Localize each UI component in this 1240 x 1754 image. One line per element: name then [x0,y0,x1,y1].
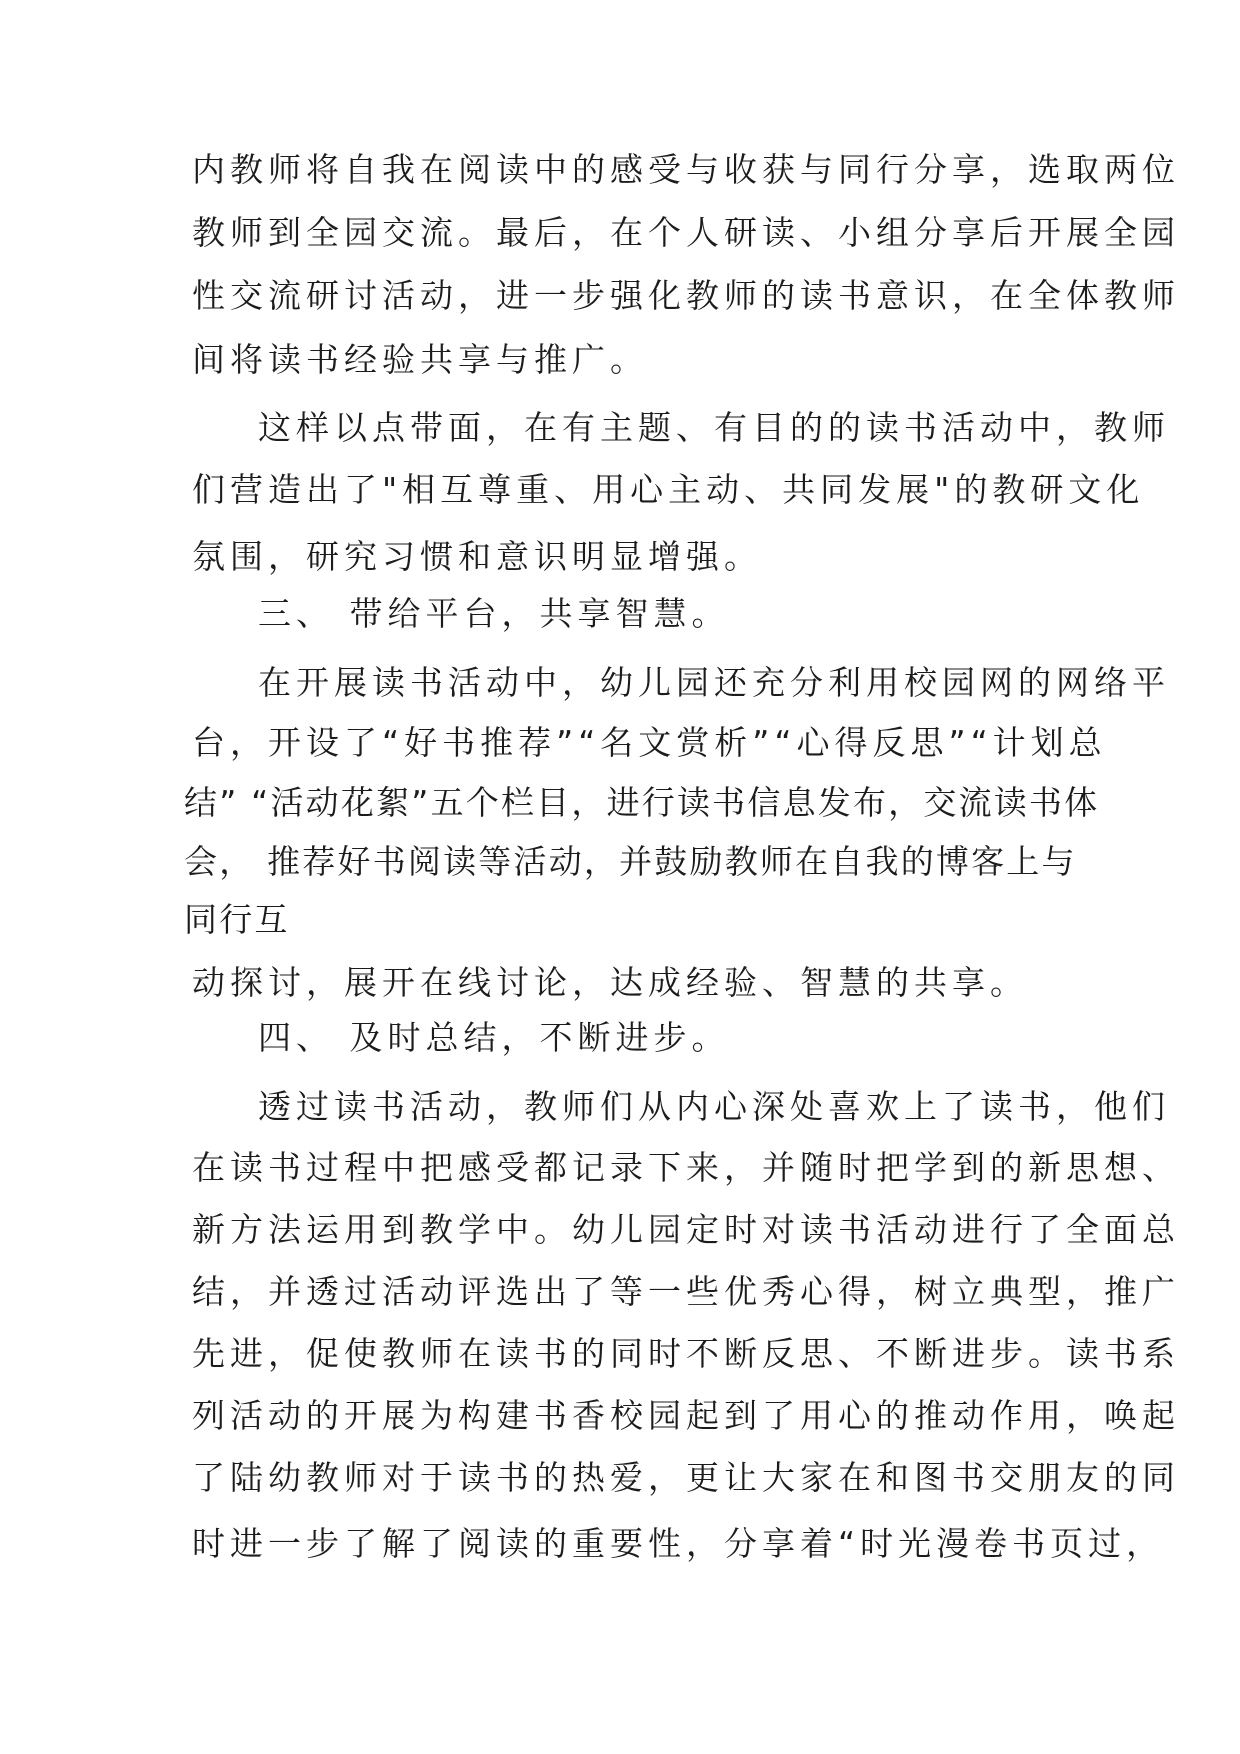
text-line: 结，并透过活动评选出了等一些优秀心得，树立典型，推广 [192,1272,1180,1311]
text-line: 同行互 [184,900,290,939]
text-line: 在读书过程中把感受都记录下来，并随时把学到的新思想、 [192,1148,1180,1187]
text-line: 在开展读书活动中，幼儿园还充分利用校园网的网络平 [258,663,1170,702]
text-line: 时进一步了解了阅读的重要性，分享着“时光漫卷书页过， [192,1524,1165,1563]
text-line: 新方法运用到教学中。幼儿园定时对读书活动进行了全面总 [192,1210,1180,1249]
text-line: 氛围，研究习惯和意识明显增强。 [192,537,762,576]
text-line: 们营造出了"相互尊重、用心主动、共同发展"的教研文化 [192,470,1145,509]
text-line: 透过读书活动，教师们从内心深处喜欢上了读书，他们 [258,1087,1170,1126]
text-line: 结” “活动花絮”五个栏目，进行读书信息发布，交流读书体 [184,783,1100,822]
text-line: 性交流研讨活动，进一步强化教师的读书意识，在全体教师 [192,276,1180,315]
text-line: 间将读书经验共享与推广。 [192,340,648,379]
text-line: 这样以点带面，在有主题、有目的的读书活动中，教师 [258,408,1170,447]
text-line: 内教师将自我在阅读中的感受与收获与同行分享，选取两位 [192,150,1180,189]
text-line: 先进，促使教师在读书的同时不断反思、不断进步。读书系 [192,1334,1180,1373]
text-line: 动探讨，展开在线讨论，达成经验、智慧的共享。 [192,963,1028,1002]
text-line: 了陆幼教师对于读书的热爱，更让大家在和图书交朋友的同 [192,1458,1180,1497]
text-line: 台，开设了“好书推荐”“名文赏析”“心得反思”“计划总 [192,723,1107,762]
text-line: 会， 推荐好书阅读等活动，并鼓励教师在自我的博客上与 [184,842,1077,881]
section-heading: 四、 及时总结，不断进步。 [258,1018,730,1057]
text-line: 教师到全园交流。最后，在个人研读、小组分享后开展全园 [192,213,1180,252]
text-line: 列活动的开展为构建书香校园起到了用心的推动作用，唤起 [192,1396,1180,1435]
section-heading: 三、 带给平台，共享智慧。 [258,594,730,633]
